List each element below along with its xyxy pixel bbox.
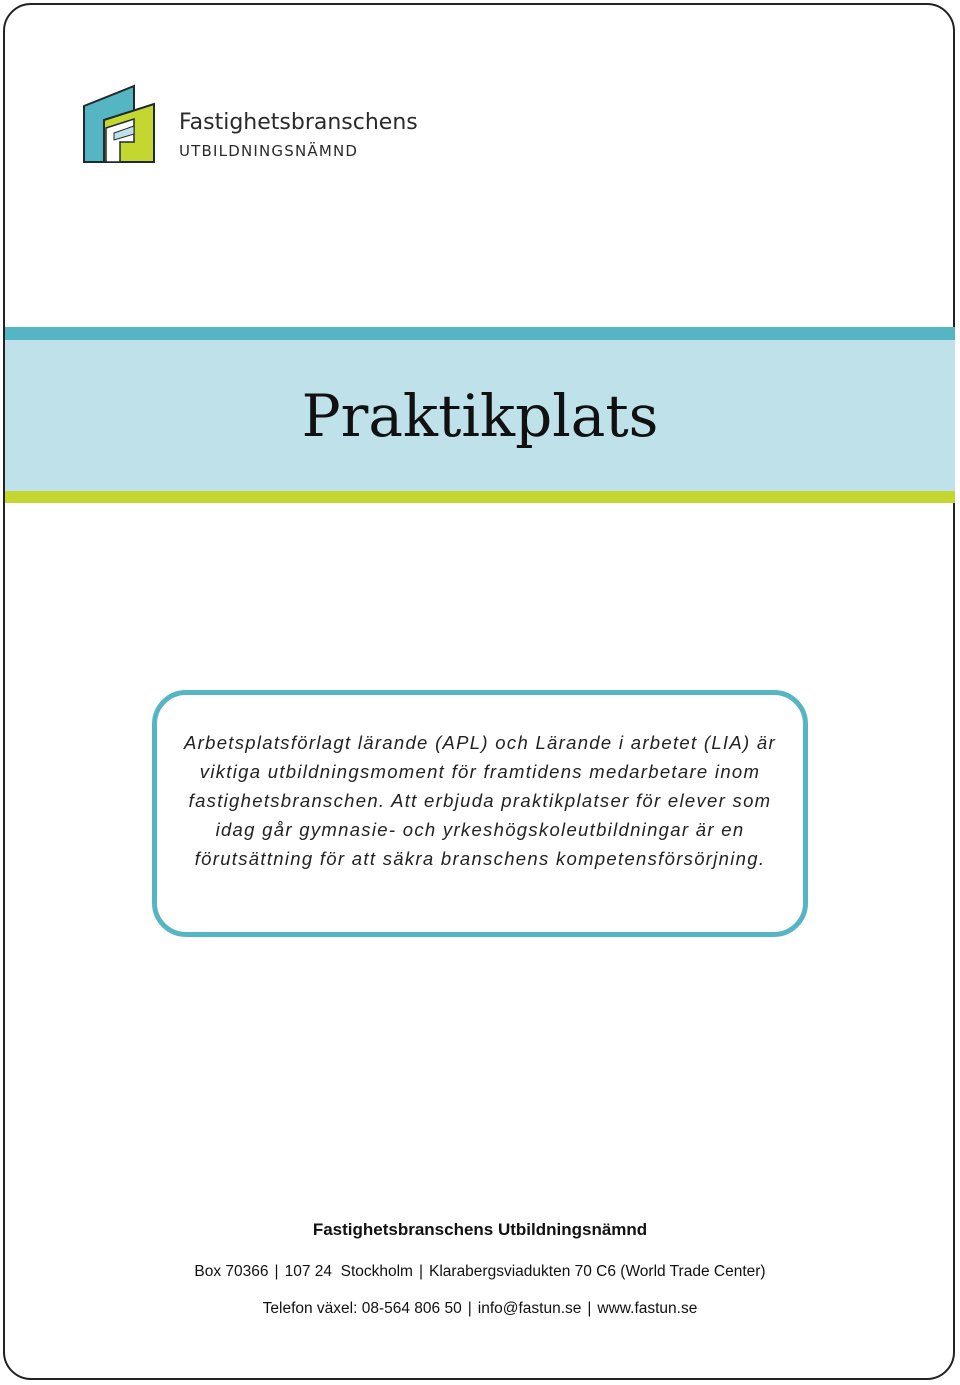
separator: |: [587, 1300, 592, 1317]
separator: |: [467, 1300, 472, 1317]
brand-name: Fastighetsbranschens: [179, 110, 418, 135]
contact-email[interactable]: info@fastun.se: [477, 1300, 582, 1317]
brand-logo: [82, 84, 442, 166]
title-band-top-stripe: [5, 327, 955, 340]
brand-subtitle: UTBILDNINGSNÄMND: [179, 142, 359, 160]
page-title: Praktikplats: [301, 382, 659, 450]
house-logo-icon: [82, 84, 158, 164]
title-band-bottom-stripe: [5, 491, 955, 503]
intro-box: [152, 690, 808, 937]
separator: |: [418, 1263, 423, 1280]
intro-text: Arbetsplatsförlagt lärande (APL) och Lärande i arbetet (LIA) är viktiga utbildningsmoment för framtidens medarbetare inom fastighetsbranschen. Att erbjuda praktikplatser för elever som idag går gymnasie- och yrkeshögskoleutbildningar är en förutsättning för att säkra branschens kompetensförsörjning.: [184, 732, 776, 869]
footer-address: [0, 1263, 960, 1281]
address-street: Klarabergsviadukten 70 C6 (World Trade Center): [429, 1263, 766, 1280]
contact-phone: Telefon växel: 08-564 806 50: [262, 1300, 462, 1317]
footer-org-name: Fastighetsbranschens Utbildningsnämnd: [312, 1220, 648, 1239]
footer-contact: [0, 1300, 960, 1318]
address-box: Box 70366: [194, 1263, 269, 1280]
separator: |: [274, 1263, 279, 1280]
address-city: 107 24 Stockholm: [284, 1263, 413, 1280]
contact-web[interactable]: www.fastun.se: [597, 1300, 698, 1317]
